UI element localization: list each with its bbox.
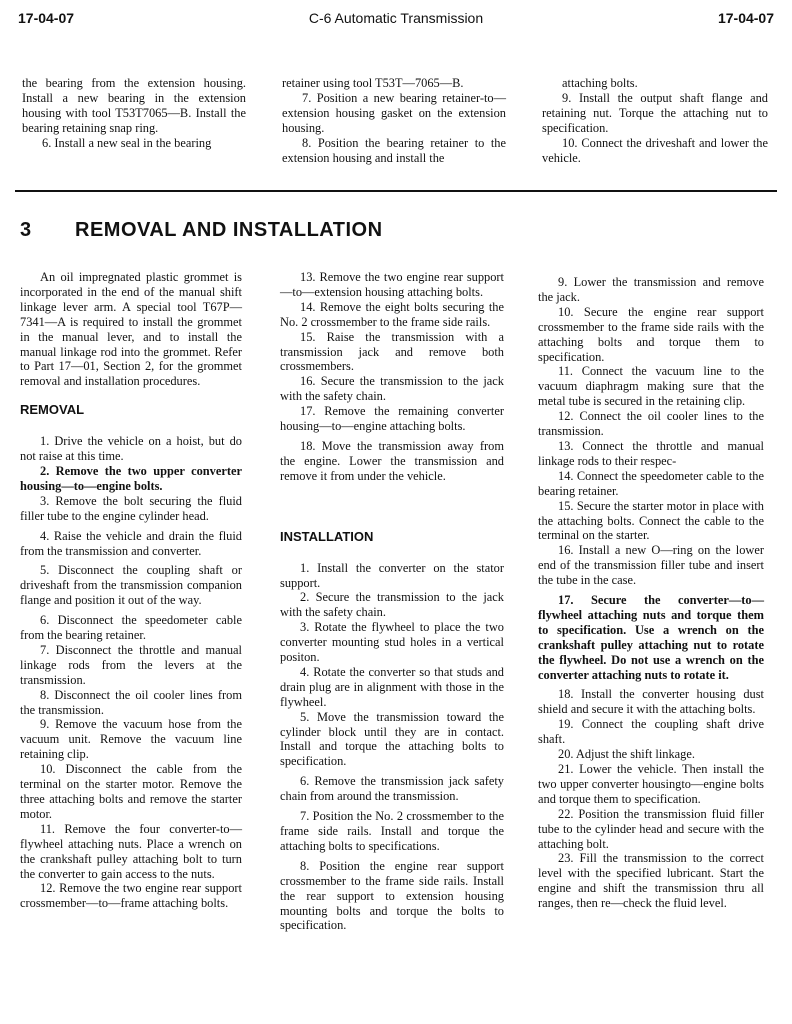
- paragraph: attaching bolts.: [562, 76, 638, 90]
- step: 13. Remove the two engine rear support—to—extension housing attaching bolts.: [280, 270, 504, 299]
- step: 13. Connect the throttle and manual linkage rods to their respec-: [538, 438, 764, 468]
- step: 12. Remove the two engine rear support crossmember—to—frame attaching bolts.: [20, 881, 242, 911]
- paragraph: 6. Install a new seal in the bearing: [42, 135, 212, 150]
- step: 2. Remove the two upper converter housing—to—engine bolts.: [20, 463, 242, 493]
- step: 5. Move the transmission toward the cylinder block until they are in contact. Install and torque the attaching bolts to specification.: [280, 709, 504, 769]
- step: 8. Position the engine rear support crossmember to the frame side rails. Install the rear support to extension housing mounting bolts and torque the bolts to specification.: [280, 858, 504, 933]
- paragraph: the bearing from the extension housing. Install a new bearing in the extension housing with tool T53T7065—B. Install the bearing retaining snap ring.: [22, 76, 246, 135]
- top-column-2: [282, 76, 506, 165]
- step: 10. Secure the engine rear support crossmember to the frame side rails with the attaching bolts and torque them to specification.: [538, 304, 764, 364]
- column-2: [280, 270, 504, 933]
- step: 15. Raise the transmission with a transmission jack and remove both crossmembers.: [280, 329, 504, 374]
- top-column-3: [542, 76, 768, 165]
- intro-paragraph: An oil impregnated plastic grommet is incorporated in the end of the manual shift linkage lever arm. A special tool T67P—7341—A is required to install the grommet in the manual lever, and to install the manual linkage rod into the grommet. Refer to Part 17—01, Section 2, for the grommet removal and installation procedures.: [20, 270, 242, 389]
- installation-heading: INSTALLATION: [280, 528, 374, 544]
- step: 12. Connect the oil cooler lines to the transmission.: [538, 409, 764, 439]
- removal-heading: REMOVAL: [20, 402, 85, 418]
- step: 18. Move the transmission away from the engine. Lower the transmission and remove it from under the vehicle.: [280, 438, 504, 483]
- step: 10. Disconnect the cable from the terminal on the starter motor. Remove the three attaching bolts and remove the starter motor.: [20, 762, 242, 821]
- step: 4. Rotate the converter so that studs and drain plug are in alignment with those in the flywheel.: [280, 664, 504, 709]
- section-number: 3: [20, 219, 32, 241]
- step: 2. Secure the transmission to the jack with the safety chain.: [280, 590, 504, 620]
- step: 6. Disconnect the speedometer cable from the bearing retainer.: [20, 613, 242, 643]
- step: 21. Lower the vehicle. Then install the two upper converter housingto—engine bolts and torque them to specification.: [538, 762, 764, 806]
- step: 17. Secure the converter—to—flywheel attaching nuts and torque them to specification. Use a wrench on the crankshaft pulley attaching nut to rotate the flywheel. Do not use a wrench on the converter attaching nuts to rotate it.: [538, 593, 764, 682]
- step: 1. Drive the vehicle on a hoist, but do not raise at this time.: [20, 434, 242, 464]
- column-3: [538, 275, 764, 911]
- paragraph: 8. Position the bearing retainer to the extension housing and install the: [282, 135, 506, 165]
- step: 14. Connect the speedometer cable to the bearing retainer.: [538, 468, 764, 498]
- step: 7. Position the No. 2 crossmember to the frame side rails. Install and torque the attaching bolts to specifications.: [280, 809, 504, 853]
- step: 16. Install a new O—ring on the lower end of the transmission filler tube and insert the tube in the case.: [538, 543, 764, 588]
- column-1: [20, 270, 242, 911]
- step: 11. Remove the four converter-to—flywheel attaching nuts. Place a wrench on the crankshaft pulley attaching bolt to turn the converter to gain access to the nuts.: [20, 821, 242, 881]
- step: 7. Disconnect the throttle and manual linkage rods from the levers at the transmission.: [20, 642, 242, 687]
- step: 11. Connect the vacuum line to the vacuum diaphragm making sure that the metal tube is secured in the retaining clip.: [538, 364, 764, 409]
- paragraph: retainer using tool T53T—7065—B.: [282, 76, 464, 90]
- top-column-1: [22, 76, 246, 151]
- step: 1. Install the converter on the stator support.: [280, 560, 504, 590]
- section-title: REMOVAL AND INSTALLATION: [75, 219, 383, 241]
- step: 17. Remove the remaining converter housing—to—engine attaching bolts.: [280, 404, 504, 434]
- paragraph: 7. Position a new bearing retainer-to—extension housing gasket on the extension housing.: [282, 90, 506, 135]
- step: 20. Adjust the shift linkage.: [558, 747, 695, 762]
- section-divider: [15, 190, 777, 192]
- step: 9. Lower the transmission and remove the jack.: [538, 275, 764, 304]
- step: 23. Fill the transmission to the correct level with the specified lubricant. Start the engine and shift the transmission thru all ranges, then re—check the fluid level.: [538, 851, 764, 911]
- step: 5. Disconnect the coupling shaft or driveshaft from the transmission companion flange and position it out of the way.: [20, 563, 242, 608]
- step: 8. Disconnect the oil cooler lines from the transmission.: [20, 687, 242, 717]
- step: 14. Remove the eight bolts securing the No. 2 crossmember to the frame side rails.: [280, 299, 504, 329]
- step: 4. Raise the vehicle and drain the fluid from the transmission and converter.: [20, 528, 242, 558]
- page-header: [18, 10, 774, 32]
- step: 19. Connect the coupling shaft drive shaft.: [538, 717, 764, 747]
- step: 6. Remove the transmission jack safety chain from around the transmission.: [280, 774, 504, 804]
- page-title: C-6 Automatic Transmission: [308, 10, 484, 26]
- section-heading: [20, 219, 383, 242]
- page-number-left: 17-04-07: [18, 10, 75, 26]
- step: 18. Install the converter housing dust shield and secure it with the attaching bolts.: [538, 687, 764, 717]
- step: 9. Remove the vacuum hose from the vacuum unit. Remove the vacuum line retaining clip.: [20, 717, 242, 762]
- paragraph: 10. Connect the driveshaft and lower the vehicle.: [542, 135, 768, 165]
- paragraph: 9. Install the output shaft flange and retaining nut. Torque the attaching nut to specification.: [542, 90, 768, 135]
- step: 16. Secure the transmission to the jack with the safety chain.: [280, 374, 504, 404]
- page-number-right: 17-04-07: [717, 10, 774, 26]
- step: 15. Secure the starter motor in place with the attaching bolts. Connect the cable to the terminal on the starter.: [538, 498, 764, 543]
- step: 3. Remove the bolt securing the fluid filler tube to the engine cylinder head.: [20, 493, 242, 523]
- step: 22. Position the transmission fluid filler tube to the cylinder head and secure with the attaching bolt.: [538, 806, 764, 851]
- step: 3. Rotate the flywheel to place the two converter mounting stud holes in a vertical positon.: [280, 620, 504, 665]
